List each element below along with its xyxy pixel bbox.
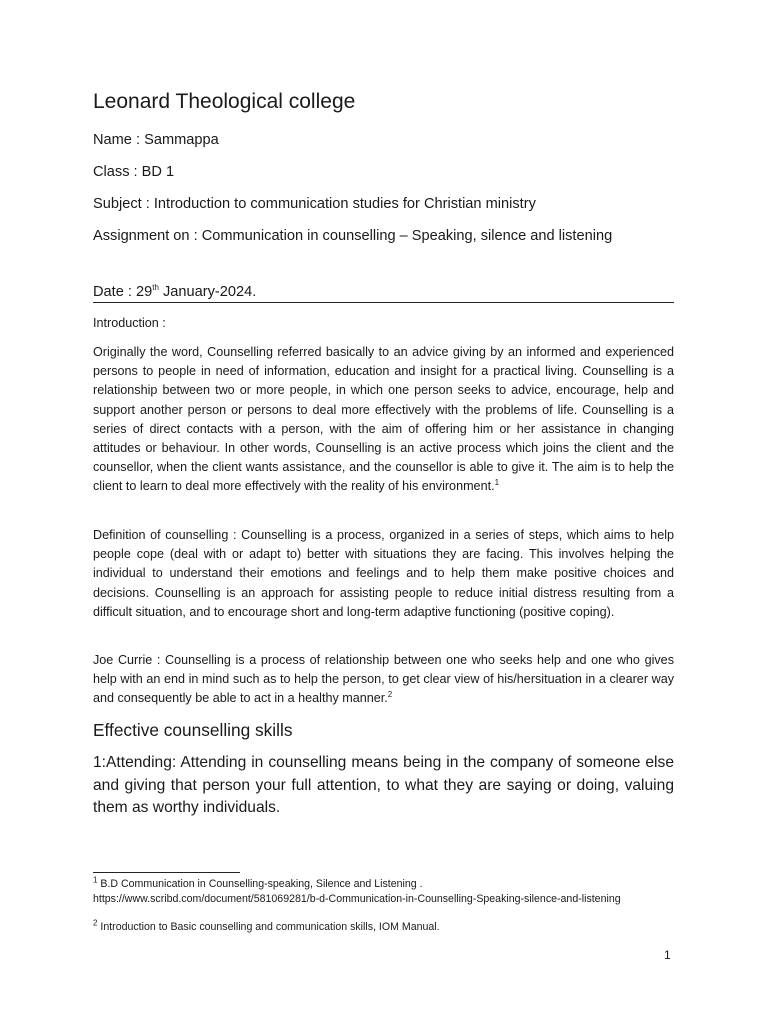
assignment-line: Assignment on : Communication in counselling – Speaking, silence and listening (93, 228, 613, 244)
definition-paragraph: Definition of counselling : Counselling is a process, organized in a series of steps, which aims to help people cope (deal with or adapt to) better with situations they are facing. This involves helping the individual to understand their emotions and feelings and to help them make positive choices and decisions. Counselling is an approach for assisting people to reduce initial distress resulting from a difficult situation, and to encourage short and long-term adaptive functioning (positive coping). (93, 528, 674, 619)
footnote-1: $^1$ B.D Communication in Counselling-speaking, Silence and Listening . (93, 875, 423, 890)
subject-line: Subject : Introduction to communication studies for Christian ministry (93, 196, 536, 212)
college-title: Leonard Theological college (93, 90, 356, 113)
footnote-divider (93, 872, 240, 873)
footnote-ref-1[interactable]: 1 (494, 478, 500, 488)
footnote-2: $^2$ Introduction to Basic counselling and communication skills, IOM Manual. (93, 918, 440, 933)
student-class: Class : BD 1 (93, 164, 175, 180)
currie-paragraph: Joe Currie : Counselling is a process of relationship between one who seeks help and one who gives help with an end in mind such as to help the person, to get clear view of his/hersituation in a clearer way and consequently be able to act in a healthy manner.$^2$ (93, 653, 674, 706)
footnote-1-url[interactable]: https://www.scribd.com/document/581069281/b-d-Communication-in-Counselling-Speaking-silence-and-listening (93, 893, 621, 905)
skills-heading: Effective counselling skills (93, 720, 293, 740)
attending-paragraph: 1:Attending: Attending in counselling means being in the company of someone else and giving that person your full attention, to what they are saying or doing, valuing them as worthy individuals. (93, 754, 674, 816)
page-number: 1 (664, 948, 671, 962)
intro-heading: Introduction : (93, 316, 166, 330)
header-divider (93, 302, 674, 303)
intro-paragraph: Originally the word, Counselling referred basically to an advice giving by an informed and experienced persons to people in need of information, education and insight for a practical living. Counselling is a relationship between two or more people, in which one person seeks to advice, encourage, help and support another person or persons to deal more effectively with the problems of life. Counselling is a series of direct contacts with a person, with the aim of offering him or her assistance in changing attitudes or behaviour. In other words, Counselling is an active process which joins the client and the counsellor, when the client wants assistance, and the counsellor is able to give it. The aim is to help the client to learn to deal more effectively with the reality of his environment.$^1$ (93, 345, 674, 494)
footnote-ref-2[interactable]: 2 (387, 690, 393, 700)
student-name: Name : Sammappa (93, 132, 219, 148)
date-line: Date : 29th January-2024. (93, 283, 257, 300)
